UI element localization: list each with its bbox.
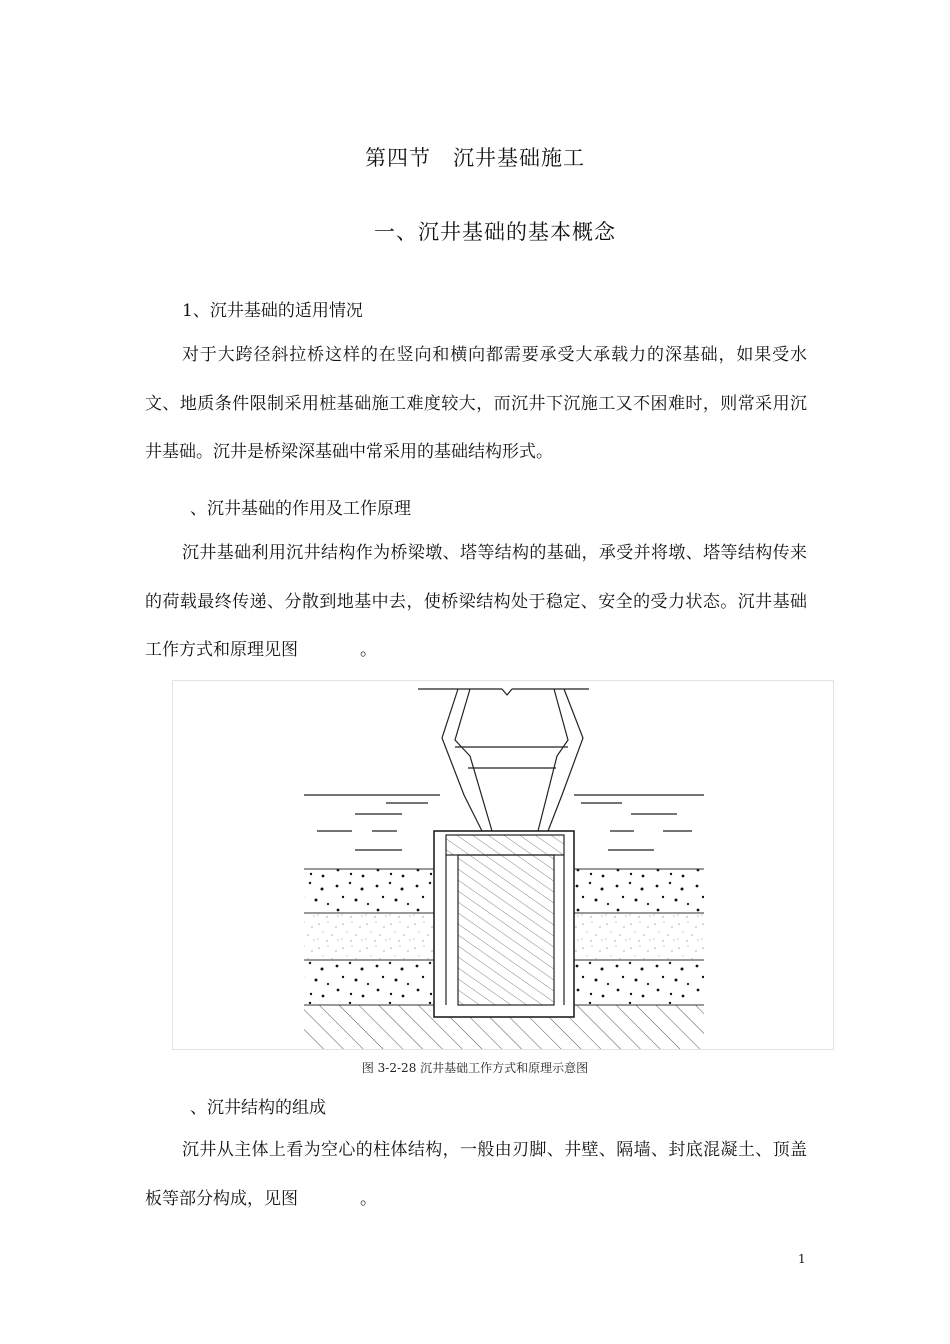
paragraph-structure [145, 1126, 807, 1223]
section-title: 第四节 沉井基础施工 [365, 146, 585, 170]
paragraph-end: 。 [360, 1188, 377, 1209]
heading-applicability: 1、沉井基础的适用情况 [182, 301, 363, 321]
caisson-diagram [172, 680, 834, 1050]
paragraph-text: 沉井基础利用沉井结构作为桥梁墩、塔等结构的基础，承受并将墩、塔等结构传来的荷载最终传递、分散到地基中去，使桥梁结构处于稳定、安全的受力状态。沉井基础工作方式和原理见图 [145, 543, 807, 660]
heading-text: 、沉井基础的作用及工作原理 [190, 499, 411, 519]
paragraph-end: 。 [360, 640, 377, 660]
page-number: 1 [798, 1252, 806, 1266]
figure-caption: 图 3-2-28 沉井基础工作方式和原理示意图 [361, 1061, 589, 1075]
heading-function-principle [182, 494, 411, 519]
paragraph-function-principle [145, 529, 807, 675]
pier-shape [418, 689, 589, 831]
caisson-body [434, 831, 574, 1017]
heading-structure [182, 1093, 326, 1118]
paragraph-text: 沉井从主体上看为空心的柱体结构，一般由刃脚、井壁、隔墙、封底混凝土、顶盖板等部分构成，见图 [145, 1140, 807, 1209]
paragraph-applicability: 对于大跨径斜拉桥这样的在竖向和横向都需要承受大承载力的深基础，如果受水文、地质条件限制采用桩基础施工难度较大，而沉井下沉施工又不困难时，则常采用沉井基础。沉井是桥梁深基础中常采用的基础结构形式。 [145, 345, 807, 462]
subsection-title: 一、沉井基础的基本概念 [374, 220, 616, 244]
heading-text: 、沉井结构的组成 [190, 1098, 326, 1118]
